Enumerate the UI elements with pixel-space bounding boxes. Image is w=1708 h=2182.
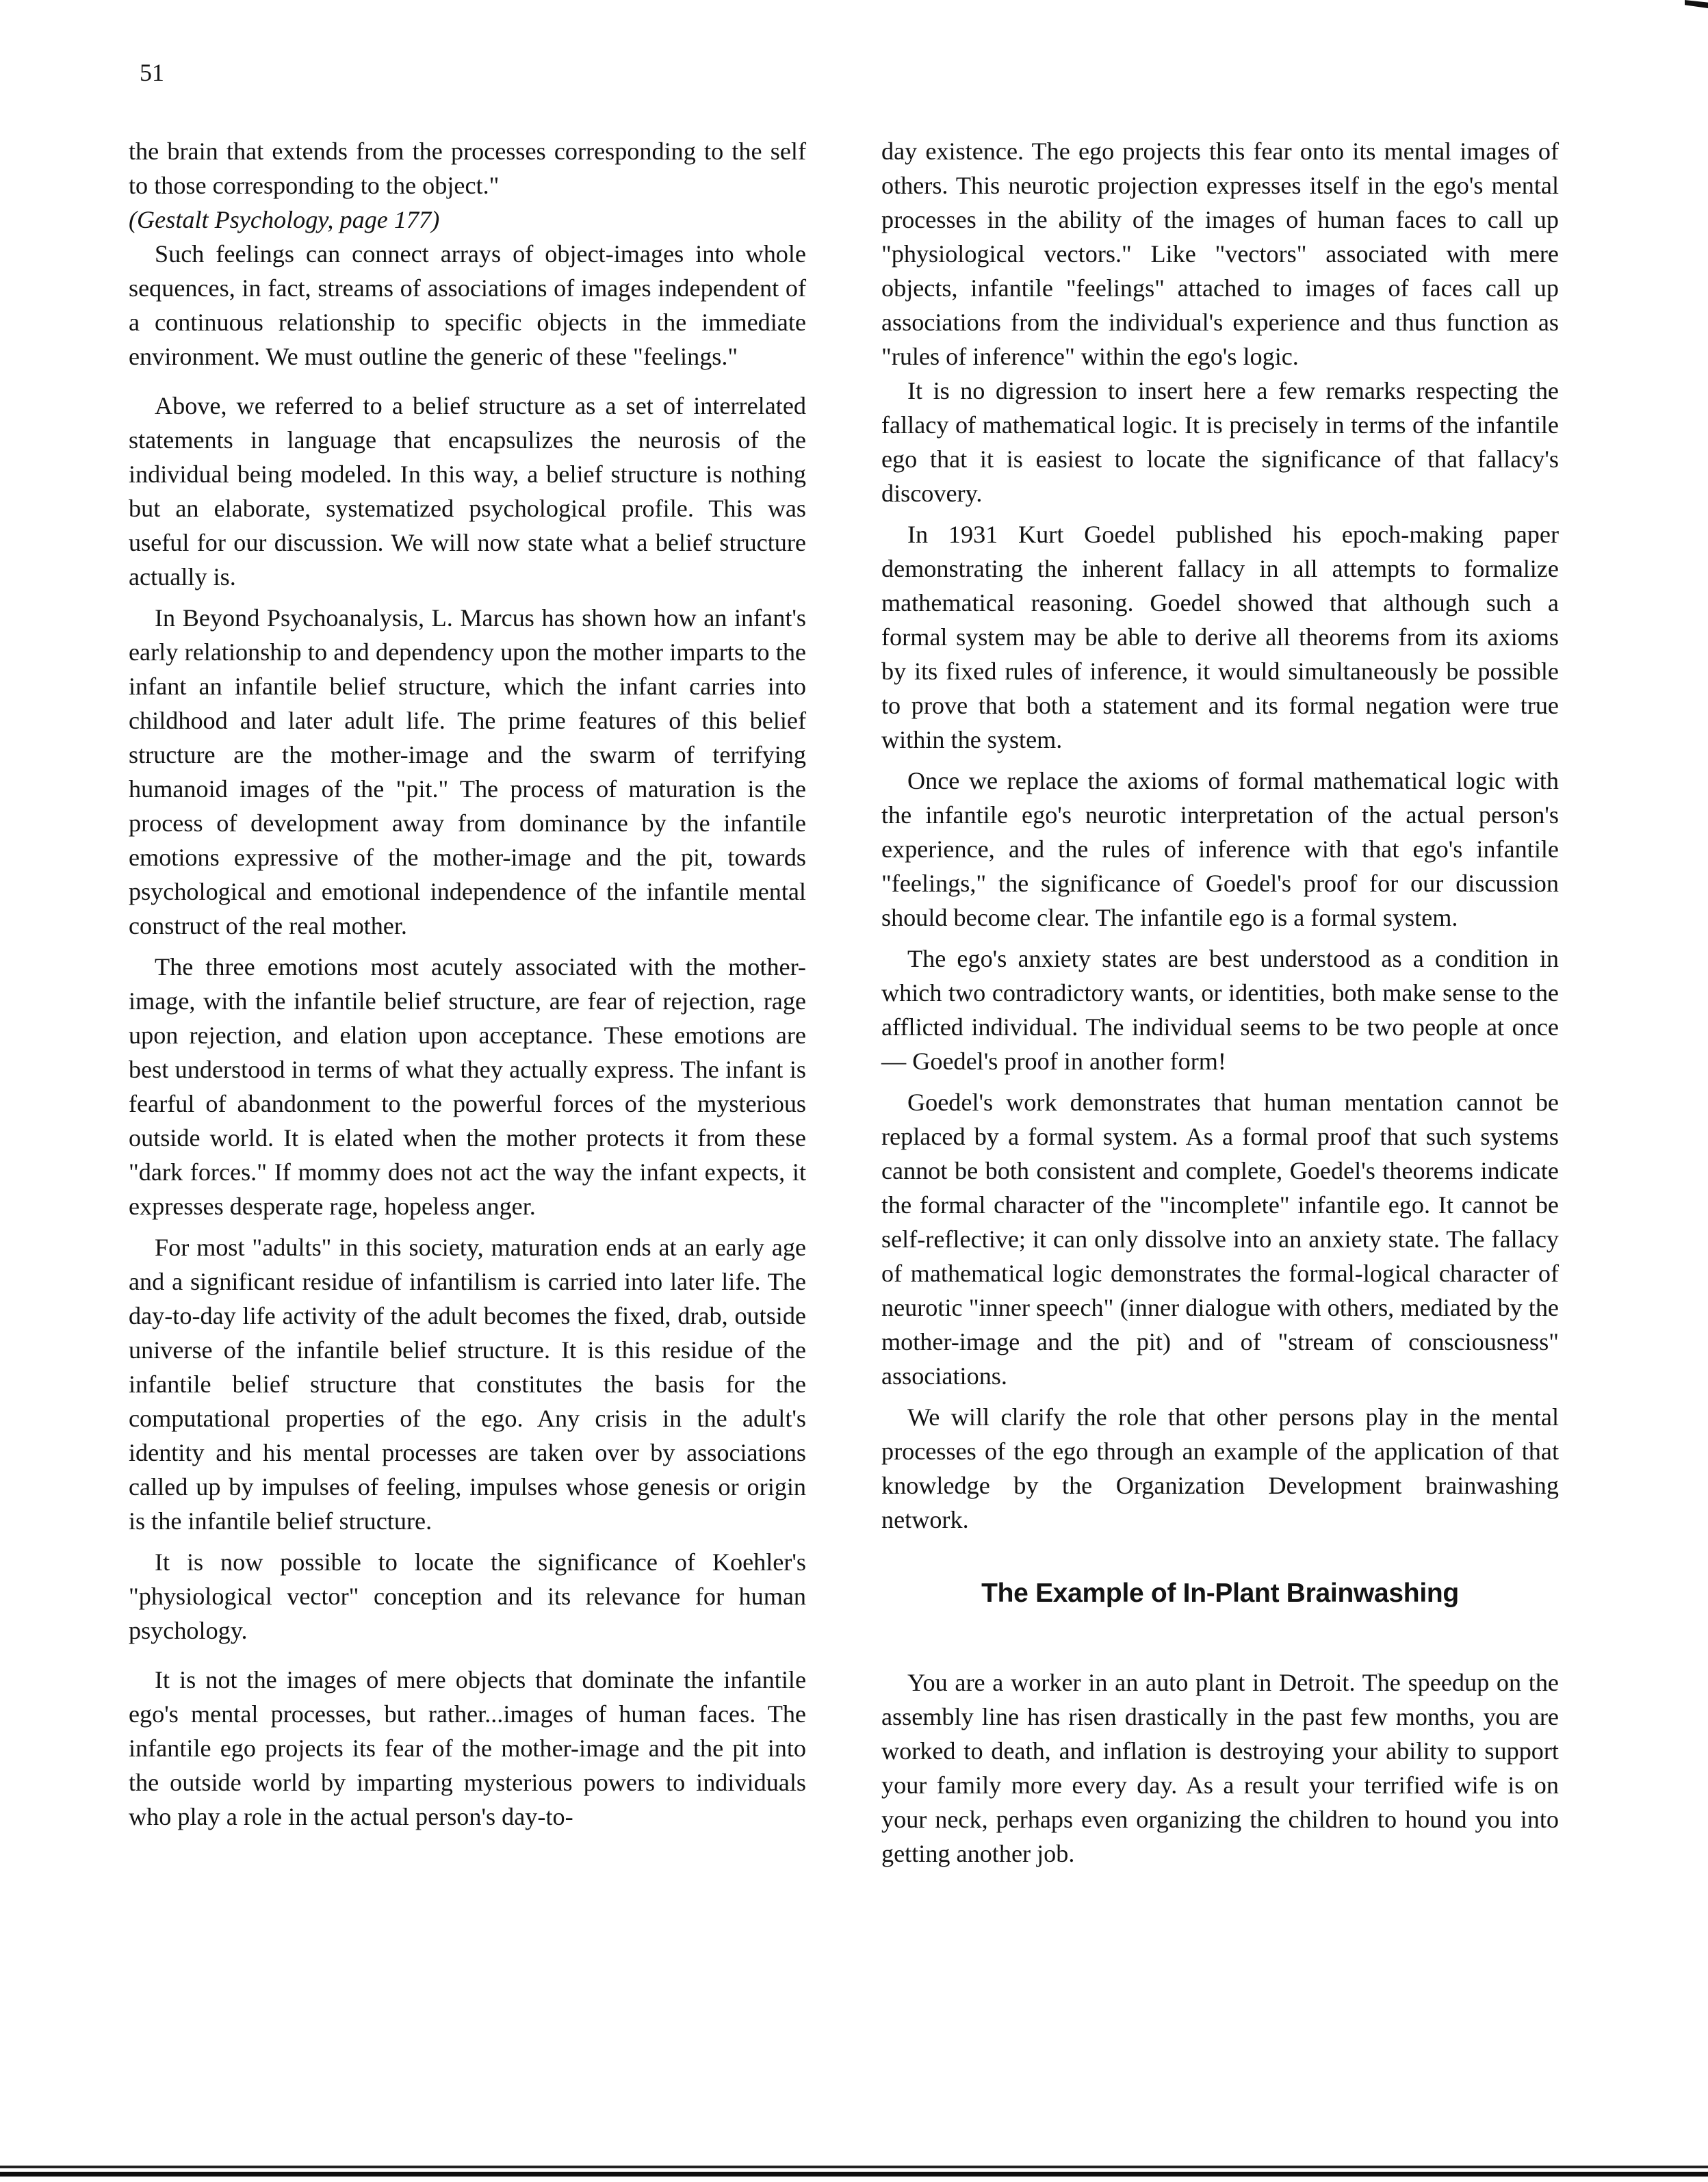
left-paragraph-2: Such feelings can connect arrays of object-images into whole sequences, in fact, streams of associations of images independent of a continuous relationship to specific objects in the immediate environment. We must outline the generic of these "feelings."	[129, 240, 806, 370]
left-paragraph-4: In Beyond Psychoanalysis, L. Marcus has shown how an infant's early relationship to and dependency upon the mother imparts to the infant an infantile belief structure, which the infant carries into childhood and later adult life. The prime features of this belief structure are the mother-image and the swarm of terrifying humanoid images of the "pit." The process of maturation is the process of development away from dominance by the infantile emotions expressive of the mother-image and the pit, towards psychological and emotional independence of the infantile mental construct of the real mother.	[129, 604, 806, 939]
right-paragraph-6: Goedel's work demonstrates that human mentation cannot be replaced by a formal system. As a formal proof that such systems cannot be both consistent and complete, Goedel's theorems indicate the formal character of the "incomplete" infantile ego. It cannot be self-reflective; it can only dissolve into an anxiety state. The fallacy of mathematical logic demonstrates the formal-logical character of neurotic "inner speech" (inner dialogue with others, mediated by the mother-image and the pit) and of "stream of consciousness" associations.	[881, 1089, 1559, 1390]
right-paragraph-5: The ego's anxiety states are best understood as a condition in which two contradictory wants, or identities, both make sense to the afflicted individual. The individual seems to be two people at once — Goedel's proof in another form!	[881, 945, 1559, 1075]
left-column	[129, 134, 806, 1834]
left-paragraph-8: It is not the images of mere objects that dominate the infantile ego's mental processes, but rather...images of human faces. The infantile ego projects its fear of the mother-image and the pit into the outside world by imparting mysterious powers to individuals who play a role in the actual person's day-to-	[129, 1666, 806, 1830]
page-edge-mark	[1685, 0, 1708, 8]
right-paragraph-1: day existence. The ego projects this fear onto its mental images of others. This neurotic projection expresses itself in the ego's mental processes in the ability of the images of human faces to call up "physiological vectors." Like "vectors" associated with mere objects, infantile "feelings" attached to images of faces call up associations from the individual's experience and thus function as "rules of inference" within the ego's logic.	[881, 138, 1559, 370]
right-paragraph-4: Once we replace the axioms of formal mathematical logic with the infantile ego's neurotic interpretation of the actual person's experience, and the rules of inference with that ego's infantile "feelings," the significance of Goedel's proof for our discussion should become clear. The infantile ego is a formal system.	[881, 767, 1559, 931]
right-column	[881, 134, 1559, 1871]
left-paragraph-1: the brain that extends from the processes corresponding to the self to those corresponding to the object."	[129, 138, 806, 199]
right-paragraph-8: You are a worker in an auto plant in Detroit. The speedup on the assembly line has risen drastically in the past few months, you are worked to death, and inflation is destroying your ability to support your family more every day. As a result your terrified wife is on your neck, perhaps even organizing the children to hound you into getting another job.	[881, 1669, 1559, 1867]
right-paragraph-3: In 1931 Kurt Goedel published his epoch-making paper demonstrating the inherent fallacy in all attempts to formalize mathematical reasoning. Goedel showed that although such a formal system may be able to derive all theorems from its axioms by its fixed rules of inference, it would simultaneously be possible to prove that both a statement and its formal negation were true within the system.	[881, 521, 1559, 753]
bottom-rule	[0, 2166, 1708, 2168]
left-paragraph-3: Above, we referred to a belief structure as a set of interrelated statements in language that encapsulizes the neurosis of the individual being modeled. In this way, a belief structure is nothing but an elaborate, systematized psychological profile. This was useful for our discussion. We will now state what a belief structure actually is.	[129, 392, 806, 590]
right-paragraph-7: We will clarify the role that other persons play in the mental processes of the ego through an example of the application of that knowledge by the Organization Development brainwashing network.	[881, 1403, 1559, 1533]
bottom-rule-thick	[0, 2172, 1708, 2177]
section-heading: The Example of In-Plant Brainwashing	[981, 1579, 1459, 1608]
left-paragraph-7: It is now possible to locate the significance of Koehler's "physiological vector" conception and its relevance for human psychology.	[129, 1548, 806, 1644]
left-paragraph-5: The three emotions most acutely associated with the mother-image, with the infantile belief structure, are fear of rejection, rage upon rejection, and elation upon acceptance. These emotions are best understood in terms of what they actually express. The infant is fearful of abandonment to the powerful forces of the mysterious outside world. It is elated when the mother protects it from these "dark forces." If mommy does not act the way the infant expects, it expresses desperate rage, hopeless anger.	[129, 953, 806, 1220]
citation: (Gestalt Psychology, page 177)	[129, 206, 440, 233]
left-paragraph-6: For most "adults" in this society, maturation ends at an early age and a significant residue of infantilism is carried into later life. The day-to-day life activity of the adult becomes the fixed, drab, outside universe of the infantile belief structure. It is this residue of the infantile belief structure that constitutes the basis for the computational properties of the ego. Any crisis in the adult's identity and his mental processes are taken over by associations called up by impulses of feeling, impulses whose genesis or origin is the infantile belief structure.	[129, 1234, 806, 1535]
page-number: 51	[140, 59, 164, 86]
right-paragraph-2: It is no digression to insert here a few remarks respecting the fallacy of mathematical logic. It is precisely in terms of the infantile ego that it is easiest to locate the significance of that fallacy's discovery.	[881, 377, 1559, 507]
